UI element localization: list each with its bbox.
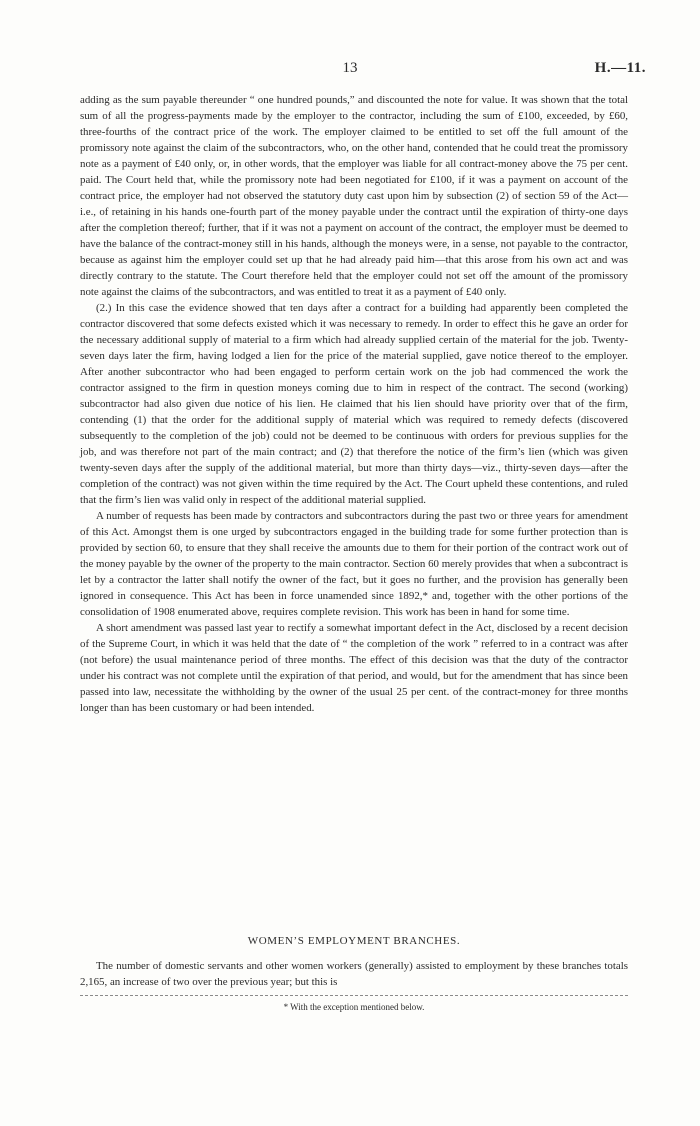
section-heading: WOMEN’S EMPLOYMENT BRANCHES. [247, 935, 461, 947]
paragraph-case-two: (2.) In this case the evidence showed that ten days after a contract for a building had apparently been completed the contractor discovered that some defects existed which it was necessary to remedy. In order to effect this he gave an order for the necessary additional supply of material to a firm which had already supplied certain of the material for the job. Twenty-seven days later the firm, having lodged a lien for the price of the material supplied, gave notice thereof to the employer. After another subcontractor who had been engaged to perform certain work on the job had commenced the work the contractor assigned to the firm in question moneys coming due to him in respect of the contract. The second (working) subcontractor had also given due notice of his lien. He claimed that his lien should have priority over that of the firm, contending (1) that the order for the additional supply of material which was required to remedy defects (discovered subsequently to the completion of the job) could not be deemed to be continuous with orders for previous supplies for the job, and was therefore not part of the main contract; and (2) that therefore the notice of the firm’s lien (which was given twenty-seven days after the supply of the additional material, but more than thirty days—viz., thirty-seven days—after the completion of the contract) was not given within the time required by the Act. The Court upheld these contentions, and ruled that the firm’s lien was valid only in respect of the additional material supplied. [80, 302, 628, 506]
document-reference: H.—11. [594, 60, 646, 76]
page-number: 13 [342, 60, 358, 76]
section-paragraph: The number of domestic servants and other women workers (generally) assisted to employment by these branches totals 2,165, an increase of two over the previous year; but this is [80, 960, 628, 988]
paragraph-amendment: A short amendment was passed last year to rectify a somewhat important defect in the Act, disclosed by a recent decision of the Supreme Court, in which it was held that the date of “ the completion of the work ” referred to in a contract was after (not before) the usual maintenance period of three months. The effect of this decision was that the duty of the contractor under his contract was not complete until the expiration of that period, and would, but for the amendment that has since been passed into law, necessitate the withholding by the owner of the usual 25 per cent. of the contract-money for three months longer than has been customary or had been intended. [80, 622, 628, 714]
paragraph-requests: A number of requests has been made by contractors and subcontractors during the past two or three years for amendment of this Act. Amongst them is one urged by subcontractors engaged in the building trade for some further protection than is provided by section 60, to ensure that they shall receive the amounts due to them for their portion of the contract work out of the money payable by the owner of the property to the main contractor. Section 60 merely provides that when a subcontract is let by a contractor the latter shall notify the owner of the fact, but it goes no further, and the provision has generally been ignored in consequence. This Act has been in force unamended since 1892,* and, together with the other portions of the consolidation of 1908 enumerated above, requires complete revision. This work has been in hand for some time. [80, 510, 628, 618]
footnote: * With the exception mentioned below. [283, 1002, 425, 1012]
body-text [80, 92, 628, 716]
paragraph-continuation: adding as the sum payable thereunder “ one hundred pounds,” and discounted the note for value. It was shown that the total sum of all the progress-payments made by the employer to the contractor, including the sum of £100, exceeded, by £60, three-fourths of the contract price of the work. The employer claimed to be entitled to set off the full amount of the promissory note against the claim of the subcontractors, who, on the other hand, contended that he could treat the promissory note as a payment of £40 only, or, in other words, that the employer was liable for all contract-money above the 75 per cent. paid. The Court held that, while the promissory note had been negotiated for £100, if it was a payment on account of the contract price, the employer had not observed the statutory duty cast upon him by subsection (2) of section 59 of the Act—i.e., of retaining in his hands one-fourth part of the money payable under the contract until the expiration of thirty-one days after the completion thereof; further, that if it was not a payment on account of the contract, the employer must be deemed to have the balance of the contract-money still in his hands, although the moneys were, in a sense, not payable to the contractor, because as against him the employer could set up that he had already paid him—that this arose from his own act and was directly contrary to the statute. The Court therefore held that the employer could not set off the amount of the promissory note against the claims of the subcontractors, and was entitled to treat it as a payment of £40 only. [80, 94, 628, 298]
footnote-divider [80, 995, 628, 996]
